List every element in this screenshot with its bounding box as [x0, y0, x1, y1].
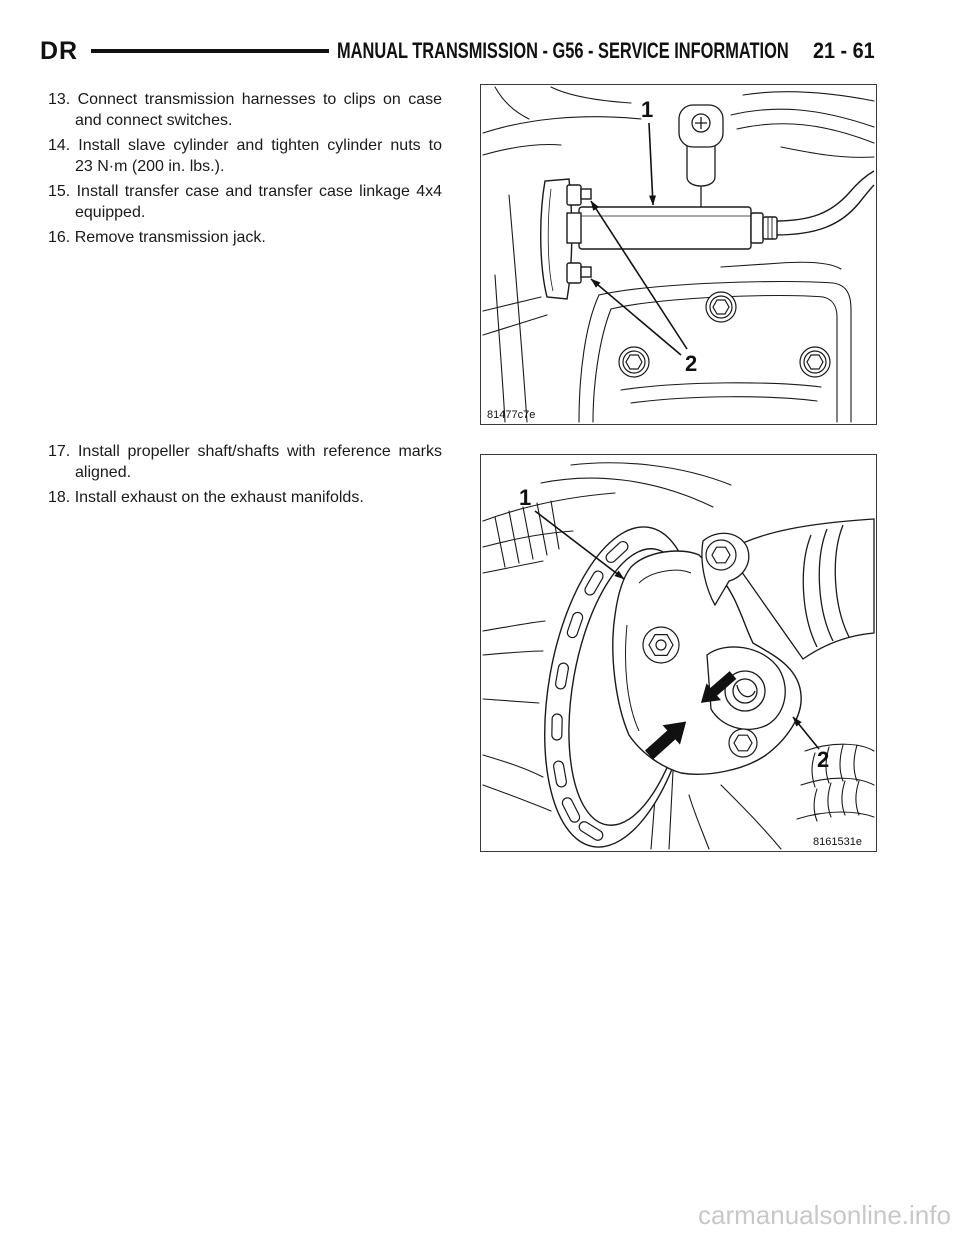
page-title: MANUAL TRANSMISSION - G56 - SERVICE INFORMATION [337, 38, 789, 63]
step-line [48, 135, 442, 156]
step-17 [48, 441, 442, 483]
step-15 [48, 181, 442, 223]
step-text: Install transfer case and transfer case linkage 4x4 [76, 183, 443, 200]
step-number: 13. [48, 91, 71, 108]
header-rule [91, 49, 329, 53]
step-text: Install slave cylinder and tighten cylinder nuts to [78, 137, 442, 154]
step-text-continued: 23 N·m (200 in. lbs.). [75, 158, 225, 175]
callout-number: 2 [817, 747, 830, 772]
fluid-reservoir [679, 105, 723, 207]
flange-bolt [729, 729, 757, 757]
figure-propeller-shaft [480, 454, 877, 852]
figure-id: 8161531e [813, 836, 862, 848]
watermark: carmanualsonline.info [698, 1200, 951, 1230]
figure-id: 81477c7e [487, 409, 536, 421]
step-line [48, 89, 442, 110]
pan-bolt [706, 292, 736, 322]
callout-1 [641, 97, 653, 205]
pan-bolt [619, 347, 649, 377]
step-13 [48, 89, 442, 131]
procedure-steps-17-18 [48, 441, 442, 512]
step-14 [48, 135, 442, 177]
page-number: 21 - 61 [813, 38, 875, 63]
slave-cylinder-illustration [481, 85, 876, 424]
propeller-shaft-illustration [481, 455, 876, 851]
step-number: 15. [48, 183, 71, 200]
flange-bolt [643, 627, 679, 663]
step-16 [48, 227, 442, 248]
step-line [48, 441, 442, 462]
step-text: Install propeller shaft/shafts with reference marks [77, 443, 442, 460]
figure-slave-cylinder [480, 84, 877, 425]
callout-number: 1 [641, 97, 654, 122]
step-text-continued: equipped. [75, 204, 146, 221]
flange-bolt [706, 540, 736, 570]
step-text: Remove transmission jack. [74, 229, 266, 246]
step-18 [48, 487, 442, 508]
step-number: 16. [48, 229, 71, 246]
callout-number: 1 [519, 485, 532, 510]
section-code: DR [40, 37, 79, 65]
step-text-continued: and connect switches. [75, 112, 233, 129]
step-number: 14. [48, 137, 71, 154]
step-line [48, 227, 442, 248]
step-text: Install exhaust on the exhaust manifolds. [74, 489, 364, 506]
step-number: 18. [48, 489, 71, 506]
step-text: Connect transmission harnesses to clips on case [77, 91, 442, 108]
step-text-continued: aligned. [75, 464, 132, 481]
step-line [48, 181, 442, 202]
procedure-steps-13-16 [48, 89, 442, 252]
pan-bolt [800, 347, 830, 377]
step-line [48, 487, 442, 508]
step-number: 17. [48, 443, 71, 460]
callout-2 [793, 717, 829, 772]
callout-number: 2 [685, 351, 698, 376]
